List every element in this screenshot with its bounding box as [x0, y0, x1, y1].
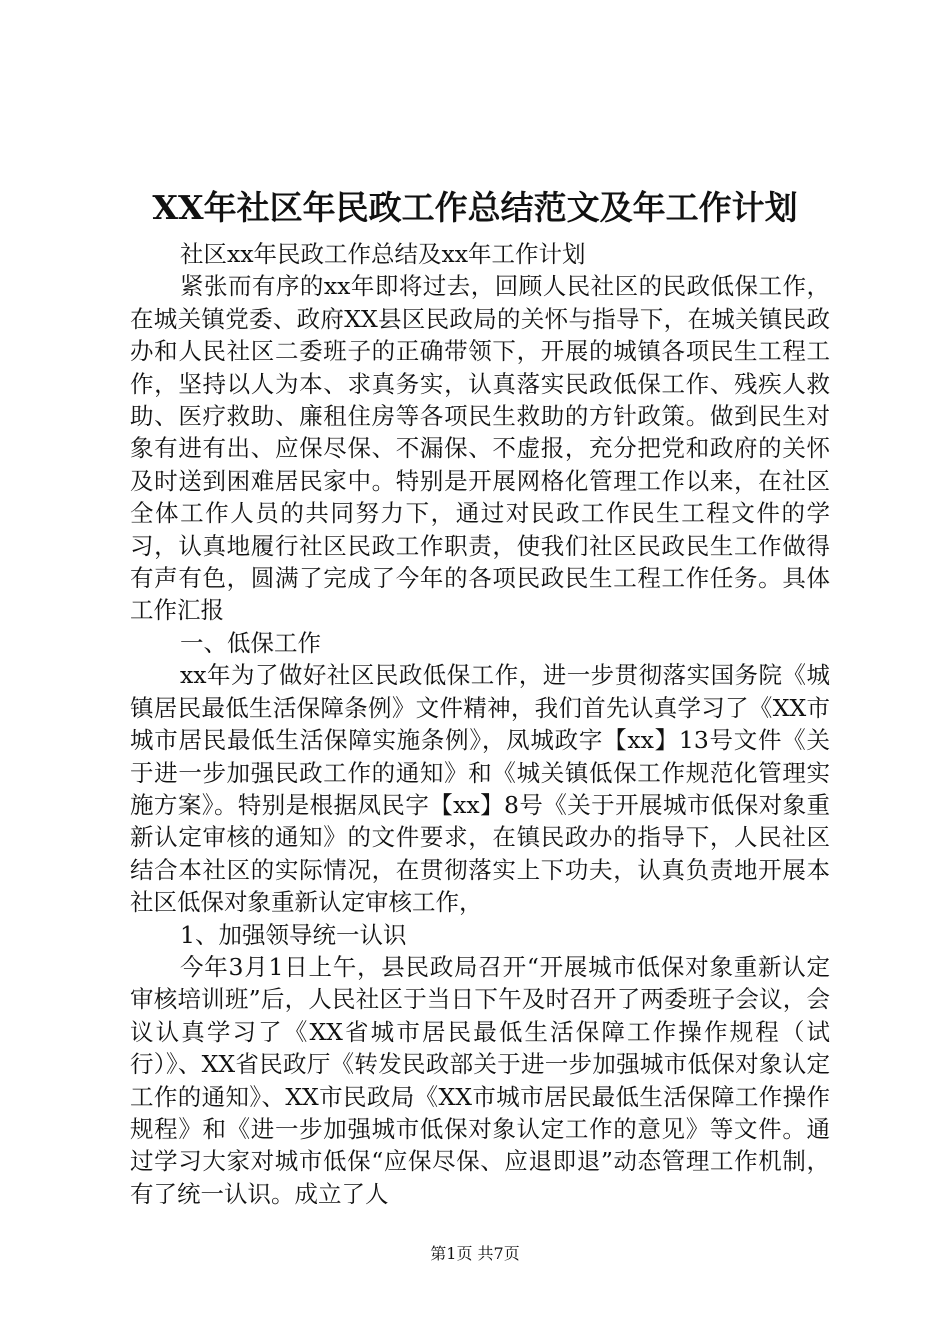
subtitle-paragraph: 社区xx年民政工作总结及xx年工作计划 [180, 240, 586, 268]
section-heading-low-income: 一、低保工作 [180, 628, 321, 657]
document-title: XX年社区年民政工作总结范文及年工作计划 [152, 188, 798, 227]
document-body [130, 238, 830, 1210]
intro-paragraph: 紧张而有序的xx年即将过去，回顾人民社区的民政低保工作，在城关镇党委、政府XX县区民政局的关怀与指导下，在城关镇民政办和人民社区二委班子的正确带领下，开展的城镇各项民生工程工作，坚持以人为本、求真务实，认真落实民政低保工作、残疾人救助、医疗救助、廉租住房等各项民生救助的方针政策。做到民生对象有进有出、应保尽保、不漏保、不虚报，充分把党和政府的关怀及时送到困难居民家中。特别是开展网格化管理工作以来，在社区全体工作人员的共同努力下，通过对民政工作民生工程文件的学习，认真地履行社区民政工作职责，使我们社区民政民生工作做得有声有色，圆满了完成了今年的各项民政民生工程工作任务。具体工作汇报 [130, 272, 830, 625]
low-income-paragraph: xx年为了做好社区民政低保工作，进一步贯彻落实国务院《城镇居民最低生活保障条例》文件精神，我们首先认真学习了《XX市城市居民最低生活保障实施条例》，凤城政字【xx】13号文件《关于进一步加强民政工作的通知》和《城关镇低保工作规范化管理实施方案》。特别是根据凤民字【xx】8号《关于开展城市低保对象重新认定审核的通知》的文件要求，在镇民政办的指导下，人民社区结合本社区的实际情况，在贯彻落实上下功夫，认真负责地开展本社区低保对象重新认定审核工作， [130, 661, 830, 917]
leadership-paragraph: 今年3月1日上午，县民政局召开“开展城市低保对象重新认定审核培训班”后，人民社区于当日下午及时召开了两委班子会议，会议认真学习了《XX省城市居民最低生活保障工作操作规程（试行）》、XX省民政厅《转发民政部关于进一步加强城市低保对象认定工作的通知》、XX市民政局《XX市城市居民最低生活保障工作操作规程》和《进一步加强城市低保对象认定工作的意见》等文件。通过学习大家对城市低保“应保尽保、应退即退”动态管理工作机制，有了统一认识。成立了人 [130, 952, 830, 1208]
page-number-footer: 第1页 共7页 [430, 1244, 520, 1263]
subsection-heading-leadership: 1、加强领导统一认识 [180, 920, 407, 949]
